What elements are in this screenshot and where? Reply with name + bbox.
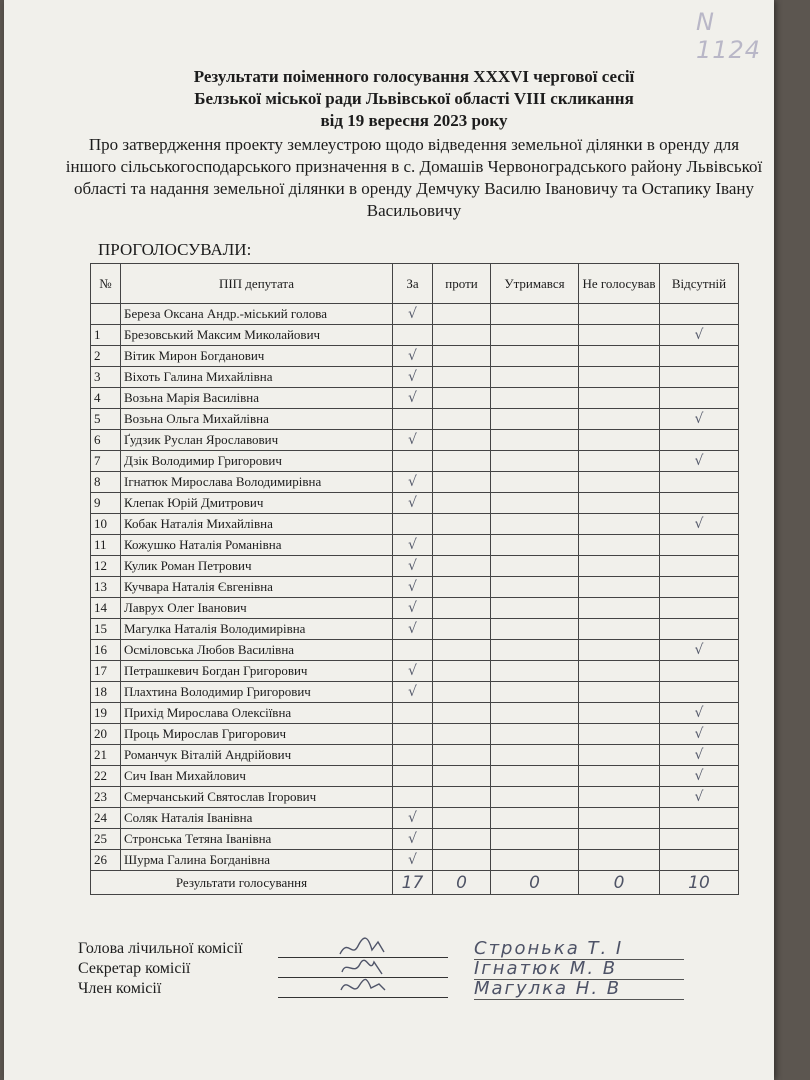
vote-cell-against: [433, 661, 491, 682]
table-row: [91, 640, 739, 661]
header-absent: Відсутній: [660, 264, 739, 304]
deputy-name: Береза Оксана Андр.-міський голова: [121, 304, 393, 325]
table-row: [91, 577, 739, 598]
checkmark-icon: √: [694, 642, 704, 658]
checkmark-icon: √: [408, 369, 417, 385]
vote-cell-against: [433, 598, 491, 619]
signature-name: Ігнатюк М. В: [474, 958, 684, 980]
vote-cell-not-voted: [579, 640, 660, 661]
vote-cell-against: [433, 724, 491, 745]
subject-text: Про затвердження проекту землеустрою щодо відведення земельної ділянки в оренду для іншого сільськогосподарського призначення в с. Домашів Червоноградського району Львівської області та надання земельної ділянки в оренду Демчуку Василю Івановичу та Остапику Івану Васильовичу: [65, 135, 763, 220]
vote-cell-abstained: [491, 619, 579, 640]
vote-cell-for: [393, 661, 433, 682]
deputy-name: Соляк Наталія Іванівна: [121, 808, 393, 829]
checkmark-icon: √: [694, 516, 704, 532]
vote-cell-abstained: [491, 409, 579, 430]
vote-cell-against: [433, 619, 491, 640]
vote-cell-against: [433, 472, 491, 493]
vote-cell-for: [393, 367, 433, 388]
vote-cell-against: [433, 787, 491, 808]
vote-cell-not-voted: [579, 787, 660, 808]
vote-cell-for: [393, 766, 433, 787]
row-number: 14: [91, 598, 121, 619]
vote-cell-not-voted: [579, 367, 660, 388]
vote-cell-not-voted: [579, 850, 660, 871]
checkmark-icon: √: [408, 831, 417, 847]
vote-cell-for: [393, 745, 433, 766]
vote-cell-absent: [660, 850, 739, 871]
registration-number: N 1124: [696, 8, 762, 64]
vote-cell-absent: [660, 304, 739, 325]
header-not-voted: Не голосував: [579, 264, 660, 304]
vote-cell-abstained: [491, 577, 579, 598]
vote-cell-abstained: [491, 808, 579, 829]
table-row: [91, 556, 739, 577]
row-number: 16: [91, 640, 121, 661]
vote-cell-absent: [660, 556, 739, 577]
row-number: 26: [91, 850, 121, 871]
vote-cell-against: [433, 514, 491, 535]
vote-cell-absent: [660, 493, 739, 514]
vote-cell-against: [433, 640, 491, 661]
table-row: [91, 493, 739, 514]
table-row: [91, 346, 739, 367]
vote-cell-abstained: [491, 535, 579, 556]
deputy-name: Лаврух Олег Іванович: [121, 598, 393, 619]
title-line-1: Результати поіменного голосування XXXVI чергової сесії: [193, 67, 635, 86]
vote-cell-for: [393, 619, 433, 640]
totals-label: Результати голосування: [91, 871, 393, 895]
table-row: [91, 472, 739, 493]
vote-cell-abstained: [491, 598, 579, 619]
table-row: [91, 367, 739, 388]
vote-cell-abstained: [491, 472, 579, 493]
signature-row-secretary: [78, 960, 718, 980]
vote-cell-abstained: [491, 661, 579, 682]
table-row: [91, 850, 739, 871]
vote-cell-against: [433, 682, 491, 703]
vote-cell-not-voted: [579, 556, 660, 577]
row-number: 7: [91, 451, 121, 472]
row-number: 4: [91, 388, 121, 409]
checkmark-icon: √: [408, 852, 417, 868]
vote-cell-for: [393, 493, 433, 514]
deputy-name: Прихід Мирослава Олексіївна: [121, 703, 393, 724]
vote-cell-abstained: [491, 724, 579, 745]
signature-role: Секретар комісії: [78, 960, 191, 977]
vote-cell-against: [433, 409, 491, 430]
row-number: 3: [91, 367, 121, 388]
deputy-name: Вітик Мирон Богданович: [121, 346, 393, 367]
checkmark-icon: √: [694, 705, 704, 721]
vote-cell-absent: [660, 640, 739, 661]
row-number: 12: [91, 556, 121, 577]
checkmark-icon: √: [408, 432, 417, 448]
date-line: від 19 вересня 2023 року: [320, 111, 508, 130]
vote-cell-absent: [660, 703, 739, 724]
table-row: [91, 619, 739, 640]
row-number: 5: [91, 409, 121, 430]
deputy-name: Магулка Наталія Володимирівна: [121, 619, 393, 640]
checkmark-icon: √: [694, 327, 704, 343]
vote-cell-for: [393, 640, 433, 661]
vote-cell-abstained: [491, 787, 579, 808]
table-row: [91, 682, 739, 703]
signature-block: [78, 940, 718, 1000]
vote-cell-for: [393, 703, 433, 724]
checkmark-icon: √: [408, 495, 417, 511]
vote-cell-not-voted: [579, 409, 660, 430]
table-row: [91, 409, 739, 430]
vote-cell-against: [433, 388, 491, 409]
document-header: [64, 66, 764, 222]
vote-cell-not-voted: [579, 493, 660, 514]
vote-cell-abstained: [491, 766, 579, 787]
checkmark-icon: √: [408, 663, 417, 679]
vote-cell-absent: [660, 682, 739, 703]
checkmark-icon: √: [408, 348, 417, 364]
vote-cell-not-voted: [579, 346, 660, 367]
vote-cell-against: [433, 304, 491, 325]
vote-cell-not-voted: [579, 451, 660, 472]
table-row: [91, 808, 739, 829]
vote-cell-abstained: [491, 346, 579, 367]
vote-cell-not-voted: [579, 808, 660, 829]
vote-cell-for: [393, 430, 433, 451]
vote-cell-not-voted: [579, 598, 660, 619]
vote-cell-not-voted: [579, 682, 660, 703]
signature-row-member: [78, 980, 718, 1000]
row-number: [91, 304, 121, 325]
row-number: 18: [91, 682, 121, 703]
vote-cell-against: [433, 766, 491, 787]
row-number: 19: [91, 703, 121, 724]
total-for: 17: [393, 871, 433, 895]
vote-cell-absent: [660, 472, 739, 493]
vote-cell-abstained: [491, 703, 579, 724]
vote-cell-for: [393, 304, 433, 325]
row-number: 15: [91, 619, 121, 640]
table-row: [91, 703, 739, 724]
table-row: [91, 451, 739, 472]
table-row: [91, 661, 739, 682]
total-abstained: 0: [491, 871, 579, 895]
table-row: [91, 766, 739, 787]
vote-cell-against: [433, 829, 491, 850]
vote-cell-absent: [660, 808, 739, 829]
vote-cell-abstained: [491, 850, 579, 871]
voting-table: [90, 263, 739, 895]
vote-cell-against: [433, 577, 491, 598]
row-number: 22: [91, 766, 121, 787]
signature-scribble-icon: [338, 974, 388, 1000]
vote-cell-for: [393, 850, 433, 871]
row-number: 23: [91, 787, 121, 808]
row-number: 8: [91, 472, 121, 493]
vote-cell-not-voted: [579, 661, 660, 682]
vote-cell-absent: [660, 661, 739, 682]
deputy-name: Проць Мирослав Григорович: [121, 724, 393, 745]
vote-cell-against: [433, 703, 491, 724]
checkmark-icon: √: [408, 600, 417, 616]
table-row: [91, 388, 739, 409]
checkmark-icon: √: [694, 789, 704, 805]
vote-cell-for: [393, 472, 433, 493]
table-row: [91, 598, 739, 619]
vote-cell-not-voted: [579, 745, 660, 766]
vote-cell-for: [393, 535, 433, 556]
deputy-name: Клепак Юрій Дмитрович: [121, 493, 393, 514]
vote-cell-not-voted: [579, 619, 660, 640]
deputy-name: Романчук Віталій Андрійович: [121, 745, 393, 766]
deputy-name: Віхоть Галина Михайлівна: [121, 367, 393, 388]
table-header-row: [91, 264, 739, 304]
checkmark-icon: √: [408, 390, 417, 406]
row-number: 13: [91, 577, 121, 598]
vote-cell-not-voted: [579, 514, 660, 535]
vote-cell-against: [433, 556, 491, 577]
deputy-name: Осміловська Любов Василівна: [121, 640, 393, 661]
table-row: [91, 535, 739, 556]
vote-cell-for: [393, 808, 433, 829]
checkmark-icon: √: [694, 726, 704, 742]
header-num: №: [91, 264, 121, 304]
vote-cell-not-voted: [579, 703, 660, 724]
title-line-2: Белзької міської ради Львівської області VIII скликання: [194, 89, 634, 108]
vote-cell-abstained: [491, 682, 579, 703]
total-absent: 10: [660, 871, 739, 895]
vote-cell-against: [433, 535, 491, 556]
row-number: 6: [91, 430, 121, 451]
voted-label: ПРОГОЛОСУВАЛИ:: [98, 240, 252, 259]
checkmark-icon: √: [408, 810, 417, 826]
vote-cell-against: [433, 367, 491, 388]
vote-cell-abstained: [491, 304, 579, 325]
vote-cell-against: [433, 451, 491, 472]
row-number: 1: [91, 325, 121, 346]
vote-cell-abstained: [491, 640, 579, 661]
vote-cell-against: [433, 850, 491, 871]
vote-cell-absent: [660, 619, 739, 640]
vote-cell-for: [393, 451, 433, 472]
deputy-name: Сич Іван Михайлович: [121, 766, 393, 787]
vote-cell-for: [393, 577, 433, 598]
header-name: ПІП депутата: [121, 264, 393, 304]
checkmark-icon: √: [694, 747, 704, 763]
vote-cell-abstained: [491, 745, 579, 766]
checkmark-icon: √: [408, 306, 417, 322]
checkmark-icon: √: [408, 579, 417, 595]
vote-cell-abstained: [491, 451, 579, 472]
checkmark-icon: √: [408, 537, 417, 553]
checkmark-icon: √: [408, 684, 417, 700]
row-number: 17: [91, 661, 121, 682]
vote-cell-not-voted: [579, 430, 660, 451]
vote-cell-not-voted: [579, 829, 660, 850]
table-row: [91, 745, 739, 766]
vote-cell-absent: [660, 766, 739, 787]
vote-cell-absent: [660, 325, 739, 346]
vote-cell-not-voted: [579, 766, 660, 787]
table-row: [91, 514, 739, 535]
deputy-name: Кучвара Наталія Євгенівна: [121, 577, 393, 598]
vote-cell-absent: [660, 535, 739, 556]
row-number: 21: [91, 745, 121, 766]
deputy-name: Кобак Наталія Михайлівна: [121, 514, 393, 535]
table-row: [91, 430, 739, 451]
row-number: 20: [91, 724, 121, 745]
vote-cell-for: [393, 787, 433, 808]
vote-cell-absent: [660, 409, 739, 430]
document-page: [4, 0, 774, 1080]
row-number: 25: [91, 829, 121, 850]
vote-cell-not-voted: [579, 724, 660, 745]
header-for: За: [393, 264, 433, 304]
vote-cell-not-voted: [579, 472, 660, 493]
vote-cell-abstained: [491, 325, 579, 346]
vote-cell-for: [393, 682, 433, 703]
vote-cell-against: [433, 808, 491, 829]
checkmark-icon: √: [408, 558, 417, 574]
vote-cell-for: [393, 556, 433, 577]
vote-cell-against: [433, 346, 491, 367]
deputy-name: Кожушко Наталія Романівна: [121, 535, 393, 556]
vote-cell-absent: [660, 451, 739, 472]
vote-cell-not-voted: [579, 388, 660, 409]
deputy-name: Плахтина Володимир Григорович: [121, 682, 393, 703]
deputy-name: Шурма Галина Богданівна: [121, 850, 393, 871]
vote-cell-absent: [660, 367, 739, 388]
vote-cell-for: [393, 388, 433, 409]
deputy-name: Возьна Марія Василівна: [121, 388, 393, 409]
vote-cell-abstained: [491, 829, 579, 850]
checkmark-icon: √: [408, 621, 417, 637]
header-abstained: Утримався: [491, 264, 579, 304]
totals-row: [91, 871, 739, 895]
table-row: [91, 304, 739, 325]
table-row: [91, 787, 739, 808]
deputy-name: Петрашкевич Богдан Григорович: [121, 661, 393, 682]
vote-cell-against: [433, 493, 491, 514]
deputy-name: Ґудзик Руслан Ярославович: [121, 430, 393, 451]
vote-cell-absent: [660, 346, 739, 367]
signature-name: Стронька Т. І: [474, 938, 684, 960]
deputy-name: Кулик Роман Петрович: [121, 556, 393, 577]
vote-cell-absent: [660, 745, 739, 766]
deputy-name: Стронська Тетяна Іванівна: [121, 829, 393, 850]
checkmark-icon: √: [408, 474, 417, 490]
vote-cell-abstained: [491, 388, 579, 409]
table-row: [91, 325, 739, 346]
vote-cell-for: [393, 325, 433, 346]
total-against: 0: [433, 871, 491, 895]
checkmark-icon: √: [694, 453, 704, 469]
vote-cell-absent: [660, 598, 739, 619]
vote-cell-not-voted: [579, 325, 660, 346]
vote-cell-absent: [660, 514, 739, 535]
vote-cell-for: [393, 829, 433, 850]
vote-cell-against: [433, 430, 491, 451]
deputy-name: Брезовський Максим Миколайович: [121, 325, 393, 346]
vote-cell-absent: [660, 388, 739, 409]
row-number: 9: [91, 493, 121, 514]
vote-cell-absent: [660, 829, 739, 850]
vote-cell-not-voted: [579, 304, 660, 325]
vote-cell-absent: [660, 430, 739, 451]
vote-cell-for: [393, 724, 433, 745]
row-number: 10: [91, 514, 121, 535]
signature-role: Голова лічильної комісії: [78, 940, 243, 957]
deputy-name: Дзік Володимир Григорович: [121, 451, 393, 472]
vote-cell-not-voted: [579, 577, 660, 598]
row-number: 11: [91, 535, 121, 556]
signature-name: Магулка Н. В: [474, 978, 684, 1000]
total-not-voted: 0: [579, 871, 660, 895]
vote-cell-abstained: [491, 556, 579, 577]
vote-cell-absent: [660, 787, 739, 808]
vote-cell-absent: [660, 724, 739, 745]
deputy-name: Возьна Ольга Михайлівна: [121, 409, 393, 430]
vote-cell-for: [393, 514, 433, 535]
row-number: 24: [91, 808, 121, 829]
table-row: [91, 724, 739, 745]
signature-role: Член комісії: [78, 980, 162, 997]
vote-cell-abstained: [491, 430, 579, 451]
checkmark-icon: √: [694, 411, 704, 427]
deputy-name: Смерчанський Святослав Ігорович: [121, 787, 393, 808]
vote-cell-against: [433, 745, 491, 766]
vote-cell-against: [433, 325, 491, 346]
vote-cell-for: [393, 598, 433, 619]
row-number: 2: [91, 346, 121, 367]
deputy-name: Ігнатюк Мирослава Володимирівна: [121, 472, 393, 493]
table-row: [91, 829, 739, 850]
checkmark-icon: √: [694, 768, 704, 784]
vote-cell-for: [393, 346, 433, 367]
vote-cell-for: [393, 409, 433, 430]
signature-row-chair: [78, 940, 718, 960]
vote-cell-absent: [660, 577, 739, 598]
vote-cell-abstained: [491, 493, 579, 514]
header-against: проти: [433, 264, 491, 304]
vote-cell-abstained: [491, 367, 579, 388]
vote-cell-not-voted: [579, 535, 660, 556]
vote-cell-abstained: [491, 514, 579, 535]
